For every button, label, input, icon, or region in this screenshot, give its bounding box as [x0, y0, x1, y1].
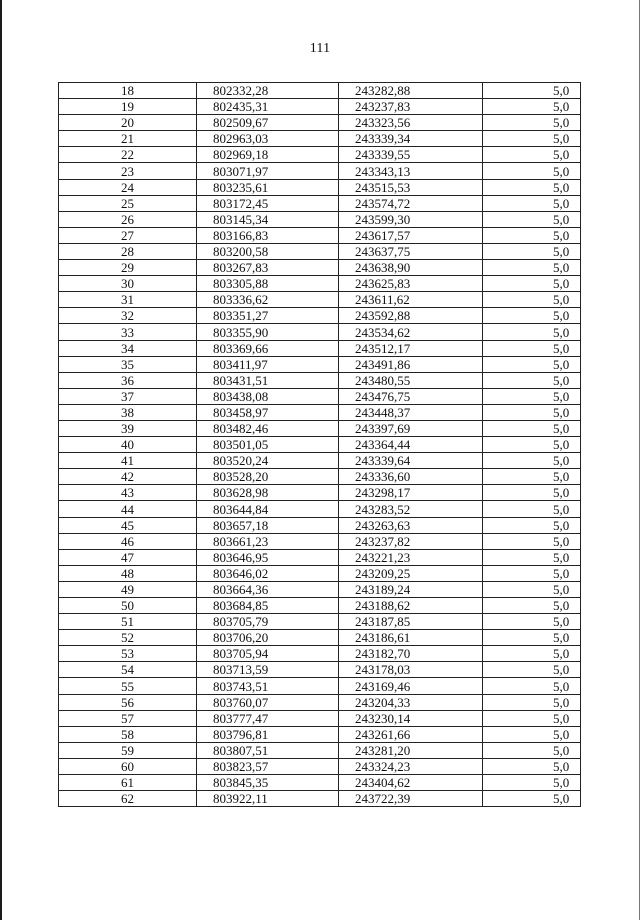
table-row [59, 549, 581, 565]
point-number-cell: 59 [59, 742, 197, 758]
accuracy-cell: 5,0 [483, 678, 581, 694]
accuracy-cell: 5,0 [483, 742, 581, 758]
point-number-cell: 30 [59, 276, 197, 292]
table-row [59, 791, 581, 807]
point-number-cell: 56 [59, 694, 197, 710]
x-coordinate-cell: 802509,67 [197, 115, 339, 131]
x-coordinate-cell: 803807,51 [197, 742, 339, 758]
table-row [59, 485, 581, 501]
page-number: 111 [309, 41, 331, 56]
x-coordinate-cell: 803845,35 [197, 775, 339, 791]
point-number-cell: 18 [59, 83, 197, 99]
y-coordinate-cell: 243339,55 [339, 147, 483, 163]
point-number-cell: 46 [59, 533, 197, 549]
table-row [59, 565, 581, 581]
x-coordinate-cell: 803520,24 [197, 453, 339, 469]
point-number-cell: 37 [59, 388, 197, 404]
y-coordinate-cell: 243281,20 [339, 742, 483, 758]
x-coordinate-cell: 802963,03 [197, 131, 339, 147]
point-number-cell: 51 [59, 614, 197, 630]
x-coordinate-cell: 803172,45 [197, 195, 339, 211]
point-number-cell: 50 [59, 598, 197, 614]
point-number-cell: 33 [59, 324, 197, 340]
point-number-cell: 54 [59, 662, 197, 678]
table-row [59, 533, 581, 549]
point-number-cell: 39 [59, 420, 197, 436]
x-coordinate-cell: 803305,88 [197, 276, 339, 292]
table-row [59, 453, 581, 469]
point-number-cell: 42 [59, 469, 197, 485]
table-row [59, 662, 581, 678]
accuracy-cell: 5,0 [483, 565, 581, 581]
table-row [59, 276, 581, 292]
x-coordinate-cell: 803922,11 [197, 791, 339, 807]
y-coordinate-cell: 243339,34 [339, 131, 483, 147]
table-row [59, 775, 581, 791]
table-row [59, 437, 581, 453]
x-coordinate-cell: 803628,98 [197, 485, 339, 501]
y-coordinate-cell: 243182,70 [339, 646, 483, 662]
x-coordinate-cell: 803644,84 [197, 501, 339, 517]
y-coordinate-cell: 243491,86 [339, 356, 483, 372]
x-coordinate-cell: 803501,05 [197, 437, 339, 453]
coordinates-table-body [59, 83, 581, 807]
accuracy-cell: 5,0 [483, 533, 581, 549]
point-number-cell: 22 [59, 147, 197, 163]
y-coordinate-cell: 243637,75 [339, 243, 483, 259]
x-coordinate-cell: 803657,18 [197, 517, 339, 533]
point-number-cell: 20 [59, 115, 197, 131]
x-coordinate-cell: 803166,83 [197, 227, 339, 243]
accuracy-cell: 5,0 [483, 710, 581, 726]
y-coordinate-cell: 243261,66 [339, 726, 483, 742]
point-number-cell: 36 [59, 372, 197, 388]
accuracy-cell: 5,0 [483, 83, 581, 99]
y-coordinate-cell: 243722,39 [339, 791, 483, 807]
point-number-cell: 55 [59, 678, 197, 694]
x-coordinate-cell: 803145,34 [197, 211, 339, 227]
accuracy-cell: 5,0 [483, 469, 581, 485]
table-row [59, 710, 581, 726]
x-coordinate-cell: 803071,97 [197, 163, 339, 179]
accuracy-cell: 5,0 [483, 485, 581, 501]
accuracy-cell: 5,0 [483, 195, 581, 211]
point-number-cell: 62 [59, 791, 197, 807]
x-coordinate-cell: 803646,95 [197, 549, 339, 565]
x-coordinate-cell: 803267,83 [197, 260, 339, 276]
table-row [59, 758, 581, 774]
point-number-cell: 35 [59, 356, 197, 372]
table-row [59, 324, 581, 340]
accuracy-cell: 5,0 [483, 726, 581, 742]
x-coordinate-cell: 803411,97 [197, 356, 339, 372]
accuracy-cell: 5,0 [483, 276, 581, 292]
y-coordinate-cell: 243186,61 [339, 630, 483, 646]
point-number-cell: 32 [59, 308, 197, 324]
accuracy-cell: 5,0 [483, 501, 581, 517]
accuracy-cell: 5,0 [483, 630, 581, 646]
y-coordinate-cell: 243480,55 [339, 372, 483, 388]
x-coordinate-cell: 803713,59 [197, 662, 339, 678]
y-coordinate-cell: 243617,57 [339, 227, 483, 243]
x-coordinate-cell: 803706,20 [197, 630, 339, 646]
y-coordinate-cell: 243204,33 [339, 694, 483, 710]
y-coordinate-cell: 243298,17 [339, 485, 483, 501]
point-number-cell: 44 [59, 501, 197, 517]
y-coordinate-cell: 243339,64 [339, 453, 483, 469]
accuracy-cell: 5,0 [483, 163, 581, 179]
table-row [59, 211, 581, 227]
y-coordinate-cell: 243512,17 [339, 340, 483, 356]
point-number-cell: 34 [59, 340, 197, 356]
x-coordinate-cell: 803796,81 [197, 726, 339, 742]
y-coordinate-cell: 243397,69 [339, 420, 483, 436]
y-coordinate-cell: 243263,63 [339, 517, 483, 533]
y-coordinate-cell: 243343,13 [339, 163, 483, 179]
y-coordinate-cell: 243323,56 [339, 115, 483, 131]
point-number-cell: 45 [59, 517, 197, 533]
table-row [59, 581, 581, 597]
x-coordinate-cell: 803664,36 [197, 581, 339, 597]
accuracy-cell: 5,0 [483, 662, 581, 678]
table-row [59, 598, 581, 614]
point-number-cell: 47 [59, 549, 197, 565]
table-row [59, 227, 581, 243]
point-number-cell: 27 [59, 227, 197, 243]
x-coordinate-cell: 803823,57 [197, 758, 339, 774]
point-number-cell: 60 [59, 758, 197, 774]
accuracy-cell: 5,0 [483, 179, 581, 195]
y-coordinate-cell: 243324,23 [339, 758, 483, 774]
x-coordinate-cell: 803458,97 [197, 404, 339, 420]
point-number-cell: 28 [59, 243, 197, 259]
y-coordinate-cell: 243476,75 [339, 388, 483, 404]
y-coordinate-cell: 243282,88 [339, 83, 483, 99]
y-coordinate-cell: 243364,44 [339, 437, 483, 453]
accuracy-cell: 5,0 [483, 131, 581, 147]
x-coordinate-cell: 803351,27 [197, 308, 339, 324]
y-coordinate-cell: 243237,83 [339, 99, 483, 115]
point-number-cell: 21 [59, 131, 197, 147]
table-row [59, 388, 581, 404]
x-coordinate-cell: 803355,90 [197, 324, 339, 340]
table-row [59, 420, 581, 436]
point-number-cell: 38 [59, 404, 197, 420]
y-coordinate-cell: 243448,37 [339, 404, 483, 420]
x-coordinate-cell: 803336,62 [197, 292, 339, 308]
x-coordinate-cell: 803528,20 [197, 469, 339, 485]
table-row [59, 243, 581, 259]
accuracy-cell: 5,0 [483, 243, 581, 259]
x-coordinate-cell: 802332,28 [197, 83, 339, 99]
x-coordinate-cell: 803661,23 [197, 533, 339, 549]
x-coordinate-cell: 803646,02 [197, 565, 339, 581]
y-coordinate-cell: 243189,24 [339, 581, 483, 597]
table-row [59, 99, 581, 115]
table-row [59, 340, 581, 356]
table-row [59, 356, 581, 372]
y-coordinate-cell: 243599,30 [339, 211, 483, 227]
table-row [59, 517, 581, 533]
point-number-cell: 43 [59, 485, 197, 501]
y-coordinate-cell: 243169,46 [339, 678, 483, 694]
y-coordinate-cell: 243209,25 [339, 565, 483, 581]
accuracy-cell: 5,0 [483, 614, 581, 630]
table-row [59, 694, 581, 710]
table-row [59, 115, 581, 131]
y-coordinate-cell: 243188,62 [339, 598, 483, 614]
accuracy-cell: 5,0 [483, 598, 581, 614]
y-coordinate-cell: 243187,85 [339, 614, 483, 630]
y-coordinate-cell: 243178,03 [339, 662, 483, 678]
y-coordinate-cell: 243625,83 [339, 276, 483, 292]
table-row [59, 646, 581, 662]
point-number-cell: 41 [59, 453, 197, 469]
table-row [59, 630, 581, 646]
y-coordinate-cell: 243237,82 [339, 533, 483, 549]
accuracy-cell: 5,0 [483, 324, 581, 340]
table-row [59, 404, 581, 420]
point-number-cell: 31 [59, 292, 197, 308]
x-coordinate-cell: 802435,31 [197, 99, 339, 115]
table-row [59, 292, 581, 308]
y-coordinate-cell: 243611,62 [339, 292, 483, 308]
y-coordinate-cell: 243574,72 [339, 195, 483, 211]
x-coordinate-cell: 803743,51 [197, 678, 339, 694]
y-coordinate-cell: 243404,62 [339, 775, 483, 791]
accuracy-cell: 5,0 [483, 646, 581, 662]
accuracy-cell: 5,0 [483, 758, 581, 774]
y-coordinate-cell: 243638,90 [339, 260, 483, 276]
y-coordinate-cell: 243534,62 [339, 324, 483, 340]
x-coordinate-cell: 803684,85 [197, 598, 339, 614]
accuracy-cell: 5,0 [483, 147, 581, 163]
accuracy-cell: 5,0 [483, 581, 581, 597]
x-coordinate-cell: 803235,61 [197, 179, 339, 195]
y-coordinate-cell: 243336,60 [339, 469, 483, 485]
table-row [59, 308, 581, 324]
accuracy-cell: 5,0 [483, 211, 581, 227]
table-row [59, 83, 581, 99]
point-number-cell: 53 [59, 646, 197, 662]
accuracy-cell: 5,0 [483, 791, 581, 807]
point-number-cell: 23 [59, 163, 197, 179]
table-row [59, 614, 581, 630]
table-row [59, 131, 581, 147]
x-coordinate-cell: 803200,58 [197, 243, 339, 259]
x-coordinate-cell: 803482,46 [197, 420, 339, 436]
y-coordinate-cell: 243515,53 [339, 179, 483, 195]
accuracy-cell: 5,0 [483, 308, 581, 324]
table-row [59, 372, 581, 388]
accuracy-cell: 5,0 [483, 260, 581, 276]
x-coordinate-cell: 803705,79 [197, 614, 339, 630]
x-coordinate-cell: 803760,07 [197, 694, 339, 710]
point-number-cell: 24 [59, 179, 197, 195]
point-number-cell: 61 [59, 775, 197, 791]
accuracy-cell: 5,0 [483, 292, 581, 308]
accuracy-cell: 5,0 [483, 437, 581, 453]
accuracy-cell: 5,0 [483, 115, 581, 131]
accuracy-cell: 5,0 [483, 775, 581, 791]
accuracy-cell: 5,0 [483, 99, 581, 115]
x-coordinate-cell: 803431,51 [197, 372, 339, 388]
accuracy-cell: 5,0 [483, 404, 581, 420]
coordinates-table [58, 82, 581, 807]
accuracy-cell: 5,0 [483, 517, 581, 533]
point-number-cell: 29 [59, 260, 197, 276]
x-coordinate-cell: 802969,18 [197, 147, 339, 163]
x-coordinate-cell: 803777,47 [197, 710, 339, 726]
accuracy-cell: 5,0 [483, 549, 581, 565]
table-row [59, 260, 581, 276]
x-coordinate-cell: 803369,66 [197, 340, 339, 356]
table-row [59, 726, 581, 742]
y-coordinate-cell: 243283,52 [339, 501, 483, 517]
x-coordinate-cell: 803705,94 [197, 646, 339, 662]
point-number-cell: 25 [59, 195, 197, 211]
y-coordinate-cell: 243230,14 [339, 710, 483, 726]
scan-edge-left [0, 0, 2, 920]
point-number-cell: 57 [59, 710, 197, 726]
accuracy-cell: 5,0 [483, 694, 581, 710]
accuracy-cell: 5,0 [483, 388, 581, 404]
accuracy-cell: 5,0 [483, 227, 581, 243]
table-row [59, 147, 581, 163]
table-row [59, 469, 581, 485]
point-number-cell: 58 [59, 726, 197, 742]
point-number-cell: 26 [59, 211, 197, 227]
table-row [59, 195, 581, 211]
y-coordinate-cell: 243221,23 [339, 549, 483, 565]
point-number-cell: 49 [59, 581, 197, 597]
y-coordinate-cell: 243592,88 [339, 308, 483, 324]
x-coordinate-cell: 803438,08 [197, 388, 339, 404]
accuracy-cell: 5,0 [483, 453, 581, 469]
table-row [59, 179, 581, 195]
table-row [59, 742, 581, 758]
accuracy-cell: 5,0 [483, 372, 581, 388]
table-row [59, 163, 581, 179]
point-number-cell: 48 [59, 565, 197, 581]
accuracy-cell: 5,0 [483, 420, 581, 436]
table-row [59, 678, 581, 694]
point-number-cell: 52 [59, 630, 197, 646]
accuracy-cell: 5,0 [483, 340, 581, 356]
point-number-cell: 19 [59, 99, 197, 115]
accuracy-cell: 5,0 [483, 356, 581, 372]
table-row [59, 501, 581, 517]
point-number-cell: 40 [59, 437, 197, 453]
